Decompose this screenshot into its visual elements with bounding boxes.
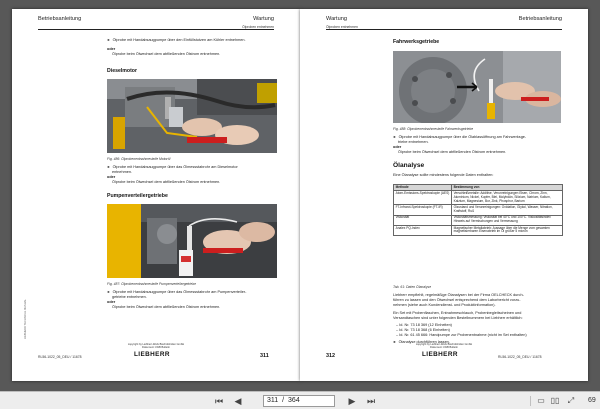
total-pages: 364 (288, 397, 300, 404)
fit-page-icon: ⤢ (567, 396, 575, 405)
viewer-toolbar (0, 391, 600, 409)
footer-copyright: copyright by Liebherr-Werk Bischofshofen GmbH Dokument: LWB Bulletin (127, 343, 185, 349)
page-311 (12, 9, 300, 381)
arrow-icon: ► (107, 38, 111, 42)
caption-488: Fig. 488: Ölprobenentnahmestelle Fahrwerksgetriebe (393, 127, 474, 131)
last-page-button[interactable] (365, 395, 377, 407)
first-page-button[interactable] (213, 395, 225, 407)
two-page-button[interactable] (550, 395, 560, 407)
table-cell: Analex PQ-Index (394, 225, 452, 235)
table-cell: Atom-Emissions-Spektroskopie (AES) (394, 191, 452, 205)
first-page-icon: ⏮ (214, 396, 224, 406)
oder-1: oder (107, 47, 116, 51)
liebherr-logo: LIEBHERR (422, 351, 458, 358)
arrow-icon: ► (393, 340, 397, 344)
text-1: Ölprobe beim Ölwechsel dem abfließenden Ölstrom entnehmen. (112, 52, 221, 56)
list-item: – Id. Nr. 73 18 369 (12 Einheiten) (396, 323, 452, 327)
column-header: Methode (394, 185, 452, 191)
caption-486: Fig. 486: Ölprobenentnahmestelle Motoröl (107, 157, 171, 161)
page-number: 312 (326, 353, 335, 359)
header-left: Betriebsanleitung (38, 16, 82, 22)
zoom-level[interactable]: 69 (588, 397, 596, 404)
footer-code: RL56-1022_05_DEU / 11678 (498, 355, 542, 359)
bullet-gear-cont: triebe entnehmen. (398, 140, 429, 144)
table-cell: Magnetischer Metallabrieb: Aussage über die Menge vom gesamten magnetisierbaren Eisenabrieb im Öl größer 5 micron (452, 225, 563, 235)
table-cell: Viskosität (394, 215, 452, 225)
bullet-3-cont: getriebe entnehmen. (112, 295, 147, 299)
footer-copyright: copyright by Liebherr-Werk Bischofshofen GmbH Dokument: LWB Bulletin (415, 343, 473, 349)
footer-code: RL56-1022_05_DEU / 11678 (38, 355, 82, 359)
fit-page-button[interactable] (566, 395, 576, 407)
liebherr-logo: LIEBHERR (134, 351, 170, 358)
para-2-line-1: Ein Set mit Probenflaschen, Entnahmeschlauch, Probenbegleitscheinen und (393, 311, 522, 315)
header-sub: Ölproben entnehmen (242, 25, 274, 29)
page-312 (300, 9, 588, 381)
bullet-analysis: ► Ölanalyse durchführen lassen. (393, 340, 450, 344)
pump-gearbox-illustration (107, 204, 277, 278)
header-left: Wartung (326, 16, 347, 22)
caption-487: Fig. 487: Ölprobenentnahmestelle Pumpenverteilergetriebe (107, 282, 196, 286)
list-item: – Id. Nr. 73 18 368 (6 Einheiten) (396, 328, 450, 332)
current-page: 311 (267, 397, 279, 404)
table-row (394, 205, 563, 215)
last-page-icon: ⏭ (366, 396, 376, 406)
bullet-3: ► Ölprobe mit Handabsaugpumpe über das Ölmessstabrohr am Pumpenverteiler- (107, 290, 247, 294)
table-cell: FT-Infrarot-Spektroskopie (FT-IR) (394, 205, 452, 215)
table-row (394, 215, 563, 225)
bullet-2-cont: entnehmen. (112, 170, 133, 174)
column-header: Bestimmung von (452, 185, 563, 191)
bullet-2: ► Ölprobe mit Handabsaugpumpe über das Ölmessstabrohr am Dieselmotor (107, 165, 238, 169)
text-gear: Ölprobe beim Ölwechsel dem abfließenden Ölstrom entnehmen. (398, 150, 507, 154)
table-cell: Ölzustand und Verunreinigungen: Oxidation, Glykol, Wasser, Nitration, Kraftstoff, Ruß (452, 205, 563, 215)
page-number-input[interactable] (263, 395, 335, 407)
para-1-line-3: nehmen (siehe auch Kundendienst- und Produktinformation). (393, 303, 496, 307)
engine-oil-photo (107, 79, 277, 153)
oder-2: oder (107, 175, 116, 179)
travel-gear-illustration (393, 51, 561, 123)
arrow-icon: ► (393, 135, 397, 139)
next-page-icon: ▶ (348, 396, 356, 406)
page-number: 311 (260, 353, 269, 359)
previous-page-button[interactable] (232, 395, 244, 407)
page-header (326, 16, 562, 30)
pump-gearbox-photo (107, 204, 277, 278)
single-page-icon: ▭ (537, 396, 545, 405)
header-right: Betriebsanleitung (518, 16, 562, 22)
header-right: Wartung (253, 16, 274, 22)
text-3: Ölprobe beim Ölwechsel dem abfließenden Ölstrom entnehmen. (112, 305, 221, 309)
table-caption: Tab. 61: Daten Ölanalyse (393, 285, 432, 289)
heading-gear: Fahrwerksgetriebe (393, 39, 440, 45)
oder-gear: oder (393, 145, 402, 149)
travel-gear-photo (393, 51, 561, 123)
analysis-table (393, 184, 563, 236)
two-page-icon: ▯▯ (550, 396, 560, 405)
list-item: – Id. Nr. 61 45 666: Handpumpe zur Probenentnahme (nicht im Set enthalten) (396, 333, 527, 337)
table-cell: Verschleißmetalle: Additive, Verunreinigungen Eisen, Chrom, Zinn, Aluminium, Nickel, Kupfer, Blei, Molybdän, Silizium, Natrium, Kalium, Kalzium, Magnesium, Bor, Zink, Phosphor, Barium (452, 191, 563, 205)
single-page-button[interactable] (536, 395, 546, 407)
heading-pump: Pumpenverteilergetriebe (107, 193, 168, 199)
table-cell: Viskositätsmessung: Viskosität bei 40°C und 100°C. Viskositätsindex Hinweis auf Vermischungen und Vermessung (452, 215, 563, 225)
previous-page-icon: ◀ (234, 396, 242, 406)
oder-3: oder (107, 300, 116, 304)
arrow-icon: ► (107, 290, 111, 294)
side-text: LIEBHERR TECHNICAL MANUAL (24, 299, 27, 339)
para-1-line-1: Liebherr empfiehlt, regelmäßige Ölanalysen bei der Firma OELCHECK durch- (393, 293, 524, 297)
header-sub: Ölproben entnehmen (326, 25, 358, 29)
table-row (394, 191, 563, 205)
heading-analysis: Ölanalyse (393, 162, 425, 169)
heading-diesel: Dieselmotor (107, 68, 137, 74)
engine-oil-illustration (107, 79, 277, 153)
para-1-line-2: führen zu lassen und den Ölwechsel entsprechend dem Laborbericht vorzu- (393, 298, 521, 302)
analysis-intro: Eine Ölanalyse sollte mindestens folgende Daten enthalten: (393, 173, 494, 177)
bullet-1: ► Ölprobe mit Handabsaugpumpe über den Einfüllstutzen am Kühler entnehmen. (107, 38, 246, 42)
table-row (394, 225, 563, 235)
text-2: Ölprobe beim Ölwechsel dem abfließenden Ölstrom entnehmen. (112, 180, 221, 184)
para-2-line-2: Versandtaschen sind unter folgenden Bestellnummern bei Liebherr erhältlich: (393, 316, 523, 320)
next-page-button[interactable] (346, 395, 358, 407)
arrow-icon: ► (107, 165, 111, 169)
page-separator: / (282, 397, 285, 404)
page-header (38, 16, 274, 30)
bullet-gear: ► Ölprobe mit Handabsaugpumpe über die Ölablassöffnung am Fahrwerksge- (393, 135, 527, 139)
toolbar-divider (530, 396, 531, 406)
